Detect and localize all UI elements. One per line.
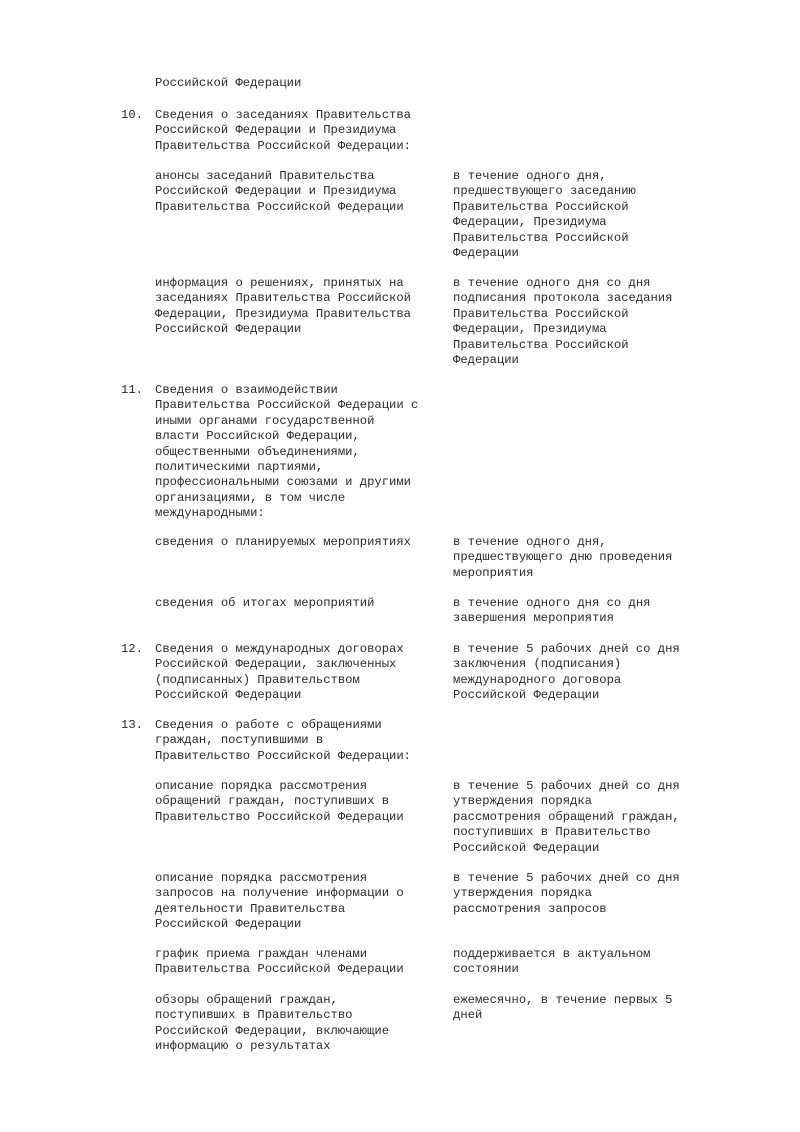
item-10-row-1-info: анонсы заседаний Правительства Российской Федерации и Президиума Правительства Российской Федерации [155,169,404,214]
item-13-row-2-info: описание порядка рассмотрения запросов на получение информации о деятельности Правительства Российской Федерации [155,871,404,932]
item-number-11: 11. [121,383,143,397]
item-13-row-3-period: поддерживается в актуальном состоянии [453,947,651,977]
item-11-row-1-period: в течение одного дня, предшествующего дню проведения мероприятия [453,535,673,580]
item-number-10: 10. [121,108,143,122]
item-13-row-2-period: в течение 5 рабочих дней со дня утверждения порядка рассмотрения запросов [453,871,680,916]
item-11-row-2-period: в течение одного дня со дня завершения мероприятия [453,596,651,626]
item-heading-12: Сведения о международных договорах Российской Федерации, заключенных (подписанных) Правительством Российской Федерации [155,642,404,703]
item-13-row-1-info: описание порядка рассмотрения обращений граждан, поступивших в Правительство Российской Федерации [155,779,404,824]
item-heading-11: Сведения о взаимодействии Правительства Российской Федерации с иными органами государственной власти Российской Федерации, общественными объединениями, политическими партиями, профессиональными союзами и другими организациями, в том числе международными: [155,383,419,521]
item-heading-13: Сведения о работе с обращениями граждан, поступившими в Правительство Российской Федерации: [155,718,411,763]
item-13-row-4-info: обзоры обращений граждан, поступивших в Правительство Российской Федерации, включающие информацию о результатах [155,993,390,1054]
item-12-period: в течение 5 рабочих дней со дня заключения (подписания) международного договора Российской Федерации [453,642,680,703]
item-11-row-2-info: сведения об итогах мероприятий [155,596,375,610]
item-10-row-1-period: в течение одного дня, предшествующего заседанию Правительства Российской Федерации, Президиума Правительства Российской Федерации [453,169,636,261]
item-13-row-4-period: ежемесячно, в течение первых 5 дней [453,993,673,1023]
item-13-row-1-period: в течение 5 рабочих дней со дня утверждения порядка рассмотрения обращений граждан, поступивших в Правительство Российской Федерации [453,779,680,855]
item-number-12: 12. [121,642,143,656]
item-11-row-1-info: сведения о планируемых мероприятиях [155,535,411,549]
item-13-row-3-info: график приема граждан членами Правительства Российской Федерации [155,947,404,977]
continuation-text: Российской Федерации [155,76,302,90]
item-10-row-2-info: информация о решениях, принятых на заседаниях Правительства Российской Федерации, Президиума Правительства Российской Федерации [155,276,411,337]
item-heading-10: Сведения о заседаниях Правительства Российской Федерации и Президиума Правительства Российской Федерации: [155,108,411,153]
item-number-13: 13. [121,718,143,732]
item-10-row-2-period: в течение одного дня со дня подписания протокола заседания Правительства Российской Федерации, Президиума Правительства Российской Федерации [453,276,673,368]
